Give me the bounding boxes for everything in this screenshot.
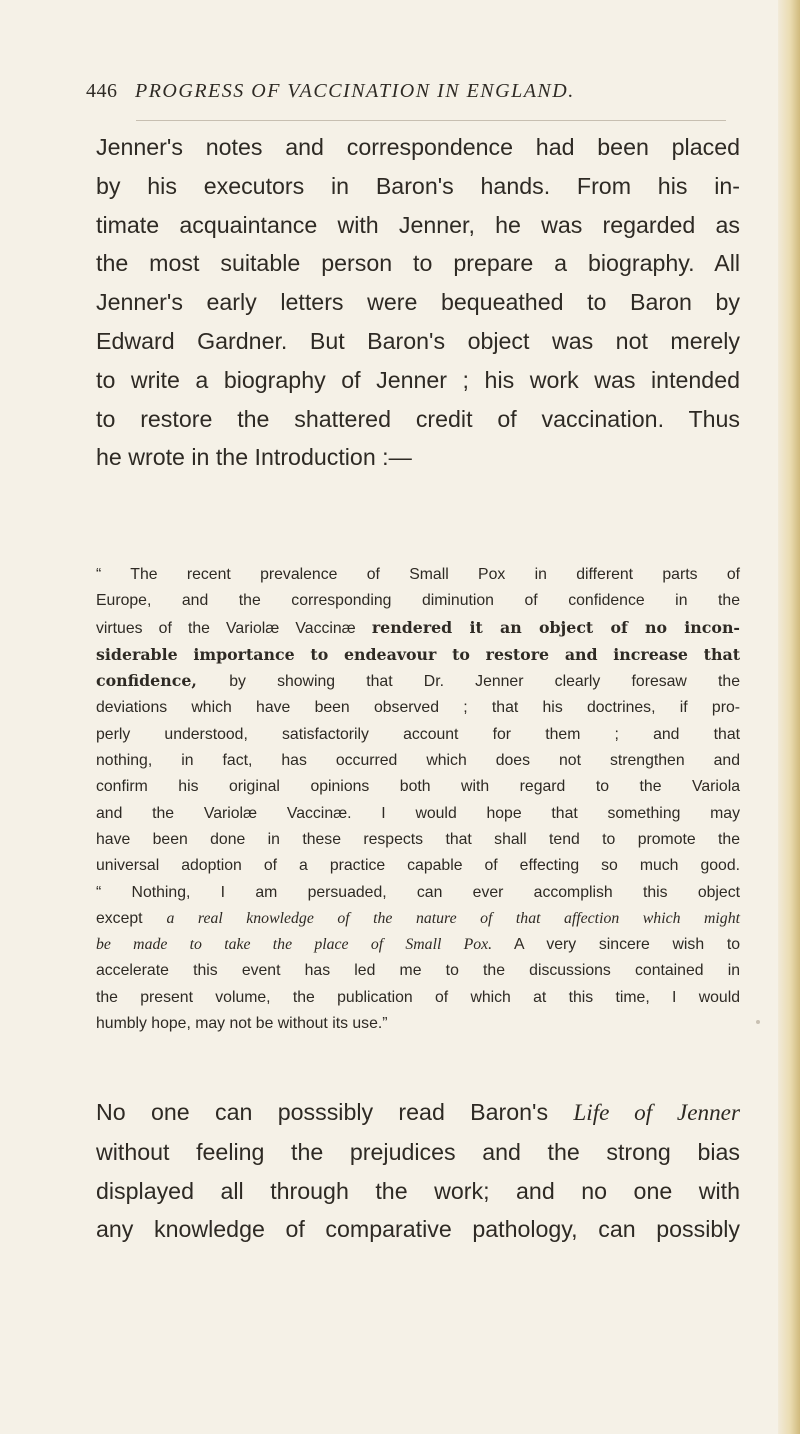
quote-line: perly understood, satisfactorily account for them ; and that: [96, 725, 740, 743]
paragraph-2-line: displayed all through the work; and no one with: [96, 1177, 740, 1204]
quote-line: “ Nothing, I am persuaded, can ever accomplish this object: [96, 883, 740, 901]
quote-line: [96, 906, 740, 932]
paragraph-2-line: [96, 1093, 740, 1133]
quote-line: deviations which have been observed ; that his doctrines, if pro-: [96, 699, 740, 717]
quote-line: “ The recent prevalence of Small Pox in different parts of: [96, 566, 740, 583]
quote-line: accelerate this event has led me to the discussions contained in: [96, 962, 740, 980]
quote-line: and the Variolæ Vaccinæ. I would hope that something may: [96, 804, 740, 822]
quote-line: [96, 668, 740, 695]
quote-line: confirm his original opinions both with regard to the Variola: [96, 778, 740, 796]
paragraph-1-line: Edward Gardner. But Baron's object was not merely: [96, 327, 740, 354]
paragraph-1-line: Jenner's early letters were bequeathed to Baron by: [96, 289, 740, 316]
book-title-italic: Life of Jenner: [573, 1100, 740, 1126]
paragraph-1-line: timate acquaintance with Jenner, he was regarded as: [96, 211, 740, 238]
chapter-title: PROGRESS OF VACCINATION IN ENGLAND.: [135, 80, 575, 102]
paragraph-1-line: Jenner's notes and correspondence had been placed: [96, 134, 740, 160]
quote-text: except: [96, 909, 167, 927]
header-rule: [136, 120, 726, 121]
paragraph-1-line: he wrote in the Introduction :—: [96, 444, 412, 471]
quote-line: siderable importance to endeavour to restore and increase that: [96, 644, 740, 664]
paragraph-1-line: by his executors in Baron's hands. From his in-: [96, 172, 740, 199]
quote-line: have been done in these respects that shall tend to promote the: [96, 830, 740, 848]
quote-line: universal adoption of a practice capable of effecting so much good.: [96, 857, 740, 875]
paragraph-2: [96, 1093, 740, 1249]
quoted-introduction: [96, 562, 740, 1037]
quote-bold-text: confidence,: [96, 671, 230, 691]
paragraph-2-text: No one can posssibly read Baron's: [96, 1099, 574, 1125]
quote-line: Europe, and the corresponding diminution of confidence in the: [96, 592, 740, 610]
running-head: [86, 80, 726, 103]
page-edge-shadow: [778, 0, 800, 1434]
quote-line: the present volume, the publication of which at this time, I would: [96, 988, 740, 1006]
quote-line: [96, 615, 740, 642]
quote-italic-text: a real knowledge of the nature of that affection which might: [166, 909, 740, 927]
quote-text: A very sincere wish to: [492, 936, 741, 954]
quote-line: humbly hope, may not be without its use.”: [96, 1015, 388, 1033]
paragraph-1: [96, 128, 740, 477]
paragraph-1-line: to restore the shattered credit of vaccination. Thus: [96, 405, 740, 432]
paragraph-1-line: to write a biography of Jenner ; his work was intended: [96, 366, 740, 393]
quote-italic-text: be made to take the place of Small Pox.: [96, 936, 493, 954]
quote-line: [96, 932, 740, 958]
paragraph-1-line: the most suitable person to prepare a biography. All: [96, 250, 740, 277]
quote-line: nothing, in fact, has occurred which does not strengthen and: [96, 752, 740, 770]
paragraph-2-line: any knowledge of comparative pathology, can possibly: [96, 1216, 740, 1243]
quote-text: by showing that Dr. Jenner clearly foresaw the: [229, 673, 740, 691]
quote-text: virtues of the Variolæ Vaccinæ: [96, 619, 372, 637]
page-number: 446: [86, 80, 118, 102]
paper-blemish: [756, 1020, 760, 1024]
quote-bold-text: rendered it an object of no incon-: [371, 617, 740, 637]
paragraph-2-line: without feeling the prejudices and the strong bias: [96, 1138, 740, 1165]
